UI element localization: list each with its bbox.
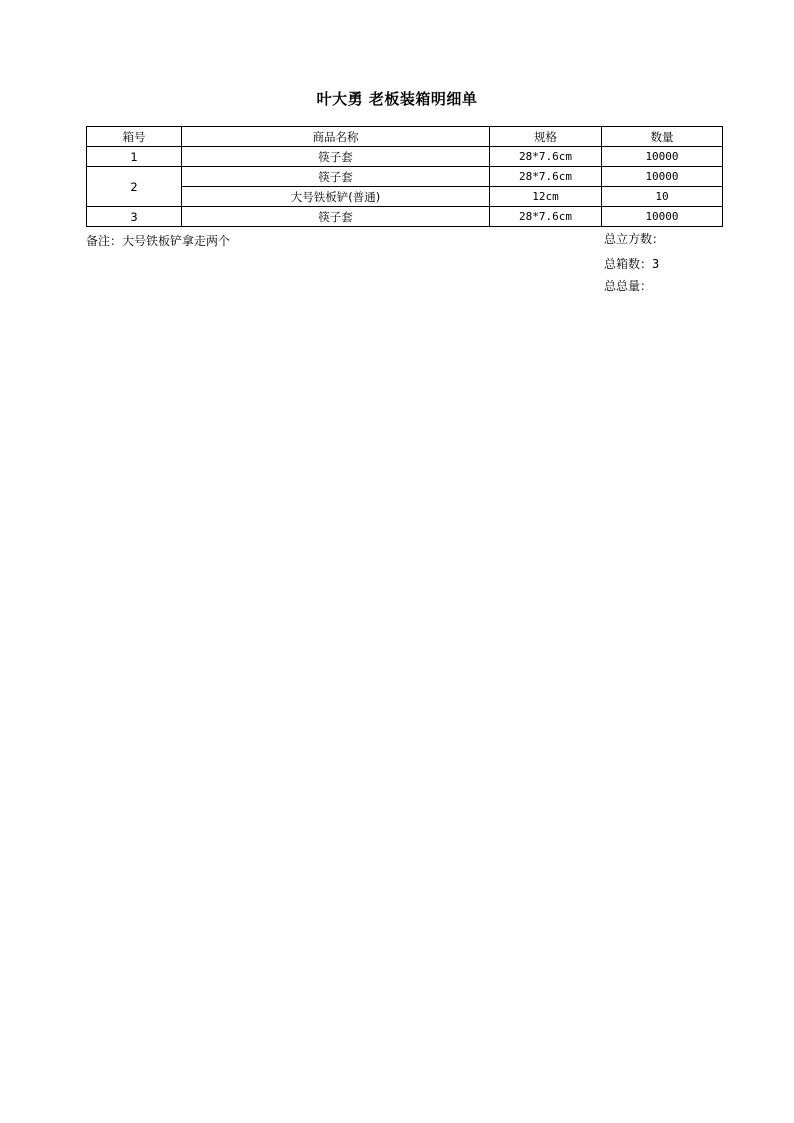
table-header — [87, 127, 723, 147]
cell-quantity: 10000 — [602, 147, 723, 167]
remarks-note: 备注：大号铁板铲拿走两个 — [86, 234, 231, 248]
header-quantity: 数量 — [602, 127, 723, 147]
table-row — [87, 207, 723, 227]
header-product-name: 商品名称 — [182, 127, 490, 147]
cell-product-name: 筷子套 — [182, 147, 490, 167]
table-body — [87, 147, 723, 227]
cell-spec: 12cm — [490, 187, 602, 207]
table-row — [87, 147, 723, 167]
header-spec: 规格 — [490, 127, 602, 147]
cell-quantity: 10000 — [602, 207, 723, 227]
total-boxes-line — [604, 255, 659, 272]
total-weight-line — [604, 277, 652, 294]
header-row — [87, 127, 723, 147]
table-row — [87, 187, 723, 207]
cell-spec: 28*7.6cm — [490, 167, 602, 187]
cell-product-name: 筷子套 — [182, 207, 490, 227]
page-title: 叶大勇 老板装箱明细单 — [316, 90, 478, 108]
total-volume-line — [604, 230, 664, 247]
header-box-no: 箱号 — [87, 127, 182, 147]
cell-quantity: 10000 — [602, 167, 723, 187]
total-weight-label: 总总量： — [604, 279, 653, 293]
cell-quantity: 10 — [602, 187, 723, 207]
total-boxes-value: 3 — [652, 257, 660, 271]
total-volume-label: 总立方数： — [604, 232, 665, 246]
cell-spec: 28*7.6cm — [490, 207, 602, 227]
cell-box-no: 3 — [87, 207, 182, 227]
packing-table — [86, 126, 723, 227]
cell-box-no: 1 — [87, 147, 182, 167]
cell-spec: 28*7.6cm — [490, 147, 602, 167]
total-boxes-label: 总箱数： — [604, 257, 653, 271]
cell-product-name: 筷子套 — [182, 167, 490, 187]
table-row — [87, 167, 723, 187]
cell-product-name: 大号铁板铲(普通) — [182, 187, 490, 207]
cell-box-no: 2 — [87, 167, 182, 207]
